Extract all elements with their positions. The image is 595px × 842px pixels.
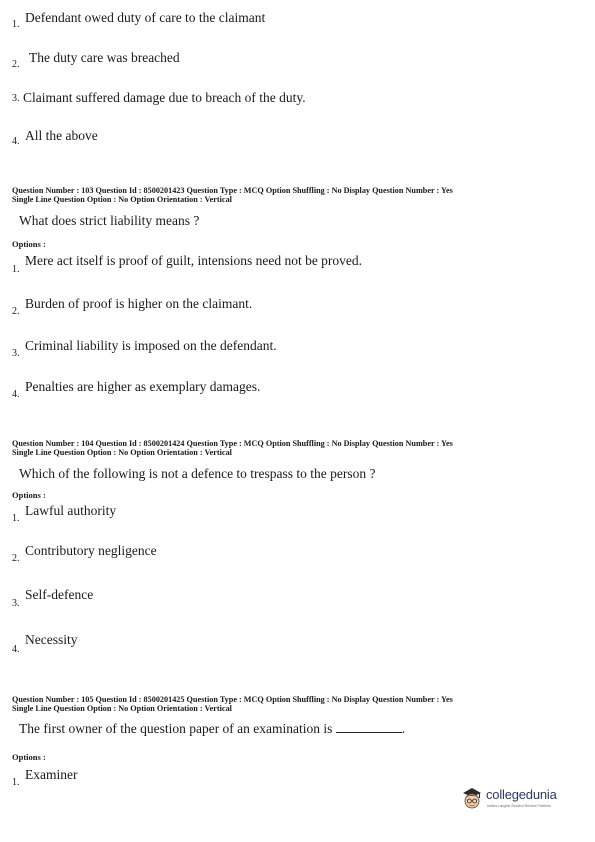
student-mascot-icon [461,784,483,812]
option-text: Burden of proof is higher on the claimant. [25,296,253,311]
option-number: 1. [12,513,20,524]
option-text: Criminal liability is imposed on the defendant. [25,338,277,353]
q103-meta-line-2: Single Line Question Option : No Option Orientation : Vertical [12,195,232,204]
logo-wordmark: collegedunia [486,787,557,802]
q105-meta-line-1: Question Number : 105 Question Id : 8500201425 Question Type : MCQ Option Shuffling : No Display Question Number : Yes [12,695,453,704]
q104-meta-line-1: Question Number : 104 Question Id : 8500201424 Question Type : MCQ Option Shuffling : No Display Question Number : Yes [12,439,453,448]
q103-option-4 [0,379,580,401]
option-text: Necessity [25,632,78,647]
q105-question [19,721,405,737]
option-text: Penalties are higher as exemplary damages. [25,379,261,394]
q104-options-label: Options : [12,490,46,500]
q102-option-1 [0,10,580,32]
q102-option-2 [0,50,580,72]
option-number: 2. [12,59,20,70]
option-text: All the above [25,128,98,143]
option-number: 2. [12,306,20,317]
q102-option-4 [0,128,580,150]
option-number: 4. [12,644,20,655]
answer-blank [336,722,402,733]
logo-tagline: India's Largest Student Review Platform [487,804,551,808]
option-text: Examiner [25,767,78,782]
q104-option-2 [0,543,580,565]
option-number: 3. [12,598,20,609]
q104-option-4 [0,632,580,654]
q103-meta-line-1: Question Number : 103 Question Id : 8500201423 Question Type : MCQ Option Shuffling : No Display Question Number : Yes [12,186,453,195]
option-text: Contributory negligence [25,543,157,558]
option-number: 4. [12,389,20,400]
q104-question-text: Which of the following is not a defence to trespass to the person ? [19,466,376,481]
q105-meta-line-2: Single Line Question Option : No Option Orientation : Vertical [12,704,232,713]
q103-options-label: Options : [12,239,46,249]
option-text: Self-defence [25,587,94,602]
q104-option-1 [0,503,580,525]
q103-question-text: What does strict liability means ? [19,213,200,228]
option-text: Defendant owed duty of care to the claimant [25,10,266,25]
collegedunia-logo [461,784,571,818]
q105-options-label: Options : [12,752,46,762]
option-text: Lawful authority [25,503,117,518]
q102-option-3 [0,90,580,112]
option-number: 2. [12,553,20,564]
q104-option-3 [0,587,580,609]
option-text: The duty care was breached [29,50,180,65]
option-number: 4. [12,136,20,147]
q105-question-text: The first owner of the question paper of an examination is [19,721,333,736]
q103-option-3 [0,338,580,360]
q103-option-2 [0,296,580,318]
q103-option-1 [0,253,580,275]
option-text: Mere act itself is proof of guilt, intensions need not be proved. [25,253,363,268]
question-end-mark: . [401,721,406,736]
option-number: 1. [12,19,20,30]
option-text: Claimant suffered damage due to breach of the duty. [23,90,306,105]
option-number: 3. [12,348,20,359]
option-number: 1. [12,264,20,275]
q104-meta-line-2: Single Line Question Option : No Option Orientation : Vertical [12,448,232,457]
option-number: 1. [12,777,20,788]
option-number: 3. [12,93,20,104]
